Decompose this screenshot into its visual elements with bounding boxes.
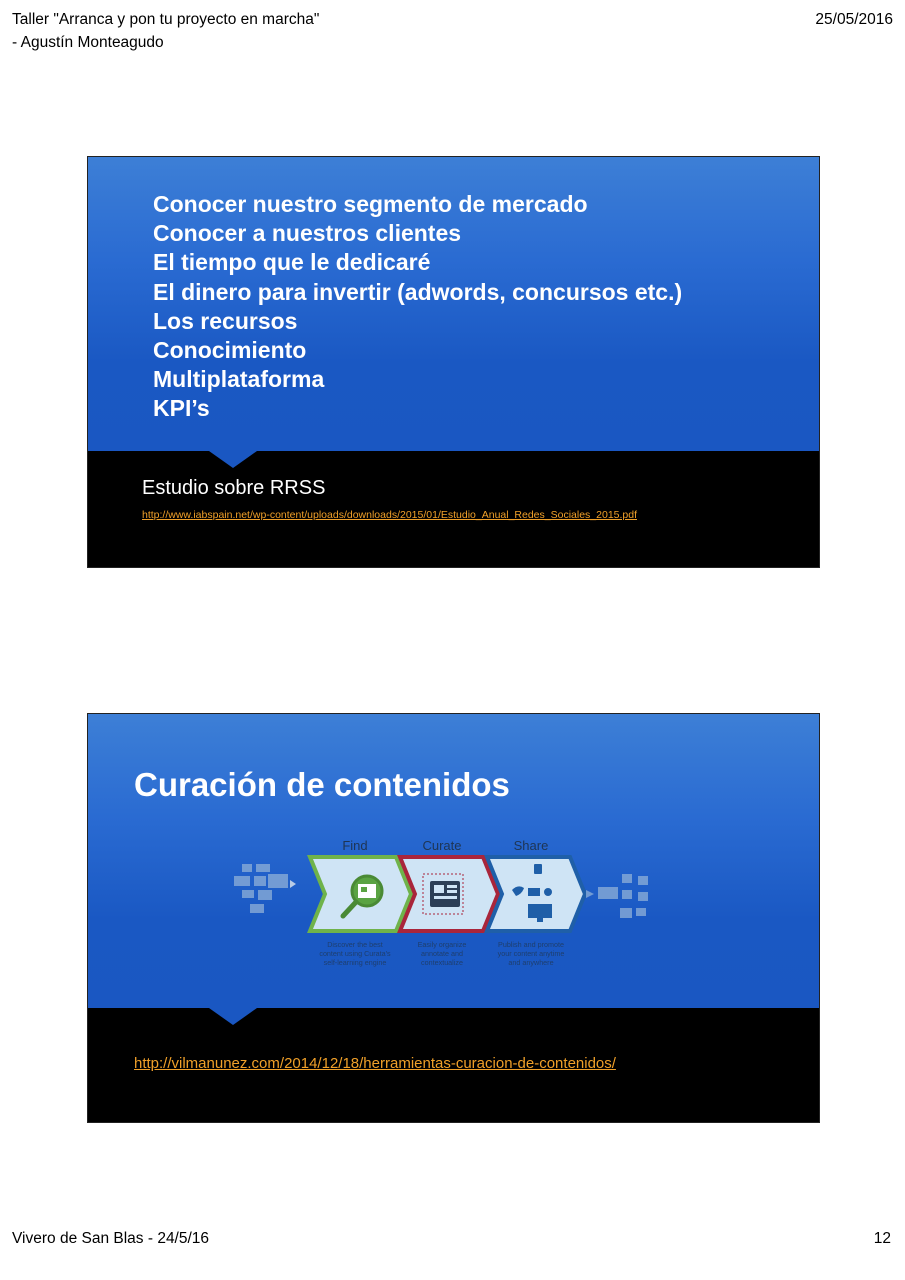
header-title-line1: Taller "Arranca y pon tu proyecto en marcha" — [12, 11, 320, 28]
slide-market-knowledge — [87, 156, 820, 568]
find-desc-line: self-learning engine — [323, 958, 387, 967]
bullet-item: KPI’s — [153, 395, 210, 422]
iab-study-link[interactable]: http://www.iabspain.net/wp-content/uploads/downloads/2015/01/Estudio_Anual_Redes_Sociales_2015.pdf — [142, 509, 638, 521]
curate-desc-line: contextualize — [421, 958, 463, 967]
bullet-item: Conocer nuestro segmento de mercado — [153, 191, 588, 217]
bullet-item: Los recursos — [153, 307, 298, 334]
page-number: 12 — [873, 1230, 891, 1247]
slide-caption: Estudio sobre RRSS — [142, 477, 326, 499]
share-desc-line: and anywhere — [508, 958, 554, 967]
stage-label-share: Share — [513, 838, 549, 853]
curate-desc-line: Easily organize — [417, 940, 467, 949]
header-title-line2: - Agustín Monteagudo — [12, 34, 164, 51]
bullet-item: Conocimiento — [153, 337, 307, 364]
bullet-item: El tiempo que le dedicaré — [153, 249, 431, 276]
bullet-item: Multiplataforma — [153, 366, 325, 393]
output-channels-icon — [586, 874, 648, 918]
find-desc-line: content using Curata's — [319, 949, 391, 958]
stage-label-find: Find — [342, 838, 368, 853]
slide-title: Curación de contenidos — [134, 766, 510, 803]
bullet-list — [153, 190, 682, 424]
page-header-title — [12, 8, 319, 54]
stage-label-curate: Curate — [422, 838, 462, 853]
arrow-icon — [290, 880, 296, 888]
find-desc-line: Discover the best — [327, 940, 383, 949]
vilmanunez-link[interactable]: http://vilmanunez.com/2014/12/18/herramientas-curacion-de-contenidos/ — [134, 1055, 616, 1072]
slide-blue-panel — [88, 714, 819, 1008]
panel-notch — [209, 1008, 257, 1025]
share-desc-line: your content anytime — [497, 949, 565, 958]
curate-desc-line: annotate and — [421, 949, 463, 958]
content-sources-icon — [234, 864, 288, 913]
header-date: 25/05/2016 — [815, 11, 893, 28]
slide-blue-panel — [88, 157, 819, 451]
bullet-item: El dinero para invertir (adwords, concursos etc.) — [153, 278, 683, 305]
panel-notch — [209, 451, 257, 468]
slide-content-curation — [87, 713, 820, 1123]
bullet-item: Conocer a nuestros clientes — [153, 220, 462, 247]
footer-venue: Vivero de San Blas - 24/5/16 — [12, 1230, 210, 1247]
curation-infographic — [228, 836, 668, 981]
share-desc-line: Publish and promote — [498, 940, 564, 949]
